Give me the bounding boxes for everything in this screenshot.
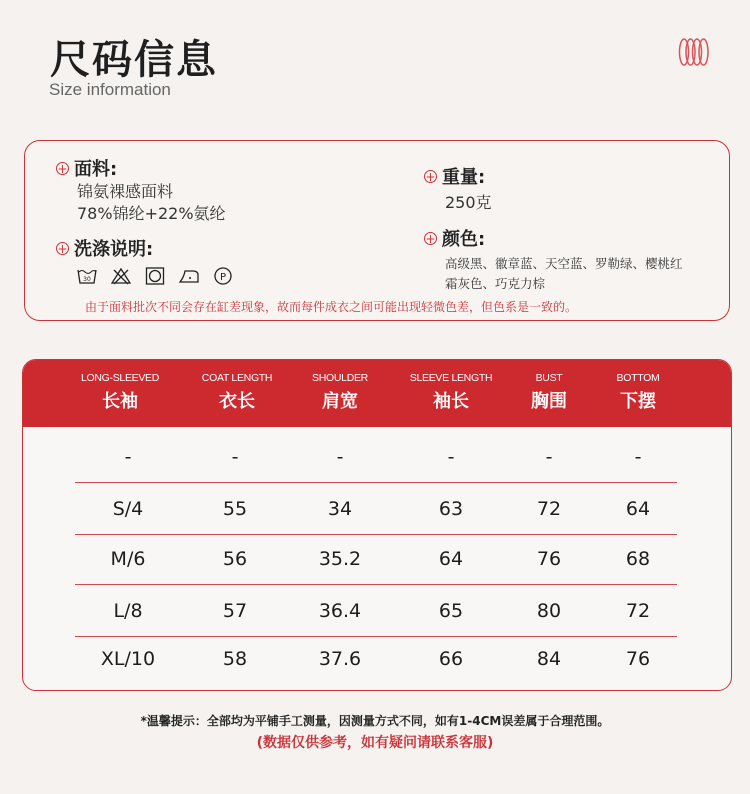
table-cell: S/4	[112, 498, 144, 520]
fabric-line: 78%锦纶+22%氨纶	[77, 204, 226, 223]
plus-circle-icon: +	[57, 241, 68, 256]
table-cell: 66	[438, 648, 464, 670]
washing-section	[56, 235, 233, 285]
fabric-line: 锦氨裸感面料	[77, 182, 174, 201]
table-cell: 58	[222, 648, 248, 670]
plus-circle-icon: +	[425, 231, 436, 246]
table-cell: M/6	[110, 548, 146, 570]
table-cell: 37.6	[318, 648, 362, 670]
table-header	[23, 360, 731, 427]
table-cell: 64	[438, 548, 464, 570]
column-header: SHOULDER 肩宽	[312, 372, 368, 412]
table-cell: -	[447, 446, 455, 468]
color-line: 高级黑、徽章蓝、天空蓝、罗勒绿、樱桃红	[445, 256, 683, 271]
table-row	[75, 484, 677, 535]
washing-label: 洗涤说明:	[74, 239, 154, 260]
measurement-tip: *温馨提示：全部均为平铺手工测量，因测量方式不同，如有1-4CM误差属于合理范围。	[140, 714, 610, 728]
table-cell: -	[231, 446, 239, 468]
table-cell: -	[634, 446, 642, 468]
table-cell: 63	[438, 498, 464, 520]
decorative-rings-icon	[678, 36, 710, 68]
table-cell: 68	[625, 548, 651, 570]
weight-value: 250克	[445, 193, 492, 212]
column-header: COAT LENGTH 衣长	[201, 372, 273, 412]
table-row	[75, 534, 677, 585]
table-cell: XL/10	[100, 648, 156, 670]
no-bleach-icon	[111, 267, 131, 285]
table-cell: 64	[625, 498, 651, 520]
column-header: SLEEVE LENGTH 袖长	[409, 372, 493, 412]
table-cell: L/8	[113, 600, 143, 622]
size-table	[22, 359, 732, 691]
page-title: 尺码信息	[50, 37, 218, 83]
product-info-box	[24, 140, 730, 321]
table-row	[75, 634, 677, 684]
table-cell: 65	[438, 600, 464, 622]
table-cell: 72	[625, 600, 651, 622]
reference-disclaimer: (数据仅供参考，如有疑问请联系客服)	[256, 735, 494, 751]
column-header: BOTTOM 下摆	[616, 372, 660, 412]
tumble-dry-icon	[145, 267, 165, 285]
table-cell: 35.2	[318, 548, 362, 570]
weight-section	[424, 163, 492, 214]
svg-text:P: P	[219, 272, 227, 283]
iron-low-icon	[179, 267, 199, 285]
weight-label: 重量:	[442, 167, 486, 188]
table-cell: 72	[536, 498, 562, 520]
table-cell: 76	[536, 548, 562, 570]
table-cell: -	[336, 446, 344, 468]
table-cell: 76	[625, 648, 651, 670]
table-row	[75, 586, 677, 637]
color-difference-note: 由于面料批次不同会存在缸差现象，故而每件成衣之间可能出现轻微色差，但色系是一致的。	[85, 300, 578, 314]
table-cell: -	[124, 446, 132, 468]
table-cell: 56	[222, 548, 248, 570]
table-row	[75, 432, 677, 483]
table-cell: -	[545, 446, 553, 468]
svg-text:30: 30	[83, 276, 91, 283]
column-header: LONG-SLEEVED 长袖	[80, 372, 160, 412]
color-label: 颜色:	[442, 229, 486, 250]
wash-30-icon	[77, 267, 97, 285]
page-subtitle: Size information	[49, 80, 171, 99]
dry-clean-p-icon	[213, 267, 233, 285]
table-cell: 36.4	[318, 600, 362, 622]
table-cell: 84	[536, 648, 562, 670]
table-cell: 55	[222, 498, 248, 520]
plus-circle-icon: +	[425, 169, 436, 184]
table-cell: 34	[327, 498, 353, 520]
table-cell: 80	[536, 600, 562, 622]
fabric-label: 面料:	[74, 159, 118, 180]
plus-circle-icon: +	[57, 161, 68, 176]
column-header: BUST 胸围	[531, 372, 567, 412]
table-cell: 57	[222, 600, 248, 622]
color-section	[424, 225, 683, 294]
fabric-section	[56, 155, 226, 225]
color-line: 霜灰色、巧克力棕	[445, 276, 546, 291]
